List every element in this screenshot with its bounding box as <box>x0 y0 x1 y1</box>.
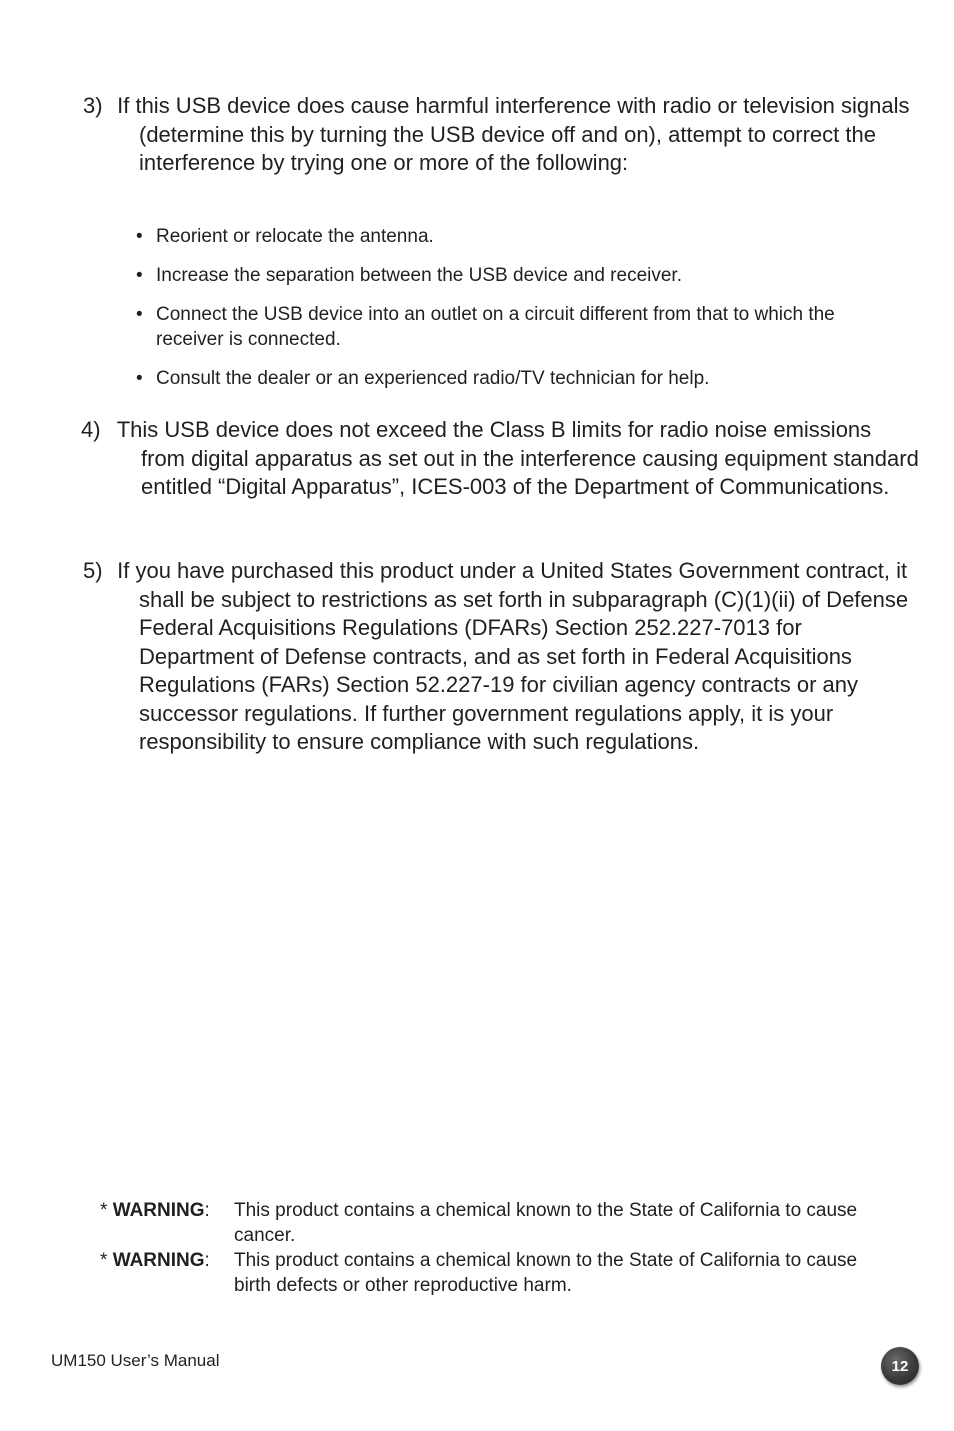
warning-colon: : <box>204 1250 210 1271</box>
warning-label: WARNING <box>112 1200 205 1221</box>
manual-title: UM150 User’s Manual <box>51 1351 220 1370</box>
bullet-icon: • <box>136 265 143 286</box>
interference-remedies-list <box>134 224 894 391</box>
warning-lead <box>100 1198 210 1223</box>
warning-birth-defects <box>100 1248 860 1298</box>
warning-text: This product contains a chemical known to the State of California to cause birth defects or other reproductive harm. <box>234 1250 858 1296</box>
bullet-icon: • <box>136 226 143 247</box>
prop65-warnings <box>100 1198 860 1298</box>
list-item <box>134 302 894 352</box>
warning-star: * <box>100 1200 108 1221</box>
bullet-icon: • <box>136 368 143 389</box>
warning-label: WARNING <box>112 1250 205 1271</box>
list-item <box>134 366 894 391</box>
item-3-paragraph: 3) If this USB device does cause harmful interference with radio or television signals (determine this by turning the USB device off and on), attempt to correct the interference by trying one or more of the following: <box>83 93 910 175</box>
item-4-paragraph: 4) This USB device does not exceed the Class B limits for radio noise emissions from digital apparatus as set out in the interference causing equipment standard entitled “Digital Apparatus”, ICES-003 of the Department of Communications. <box>81 417 919 499</box>
list-item <box>134 224 894 249</box>
item-5-paragraph: 5) If you have purchased this product under a United States Government contract, it shall be subject to restrictions as set forth in subparagraph (C)(1)(ii) of Defense Federal Acquisitions Regulations (DFARs) Section 252.227-7013 for Department of Defense contracts, and as set forth in Federal Acquisitions Regulations (FARs) Section 52.227-19 for civilian agency contracts or any successor regulations. If further government regulations apply, it is your responsibility to ensure compliance with such regulations. <box>83 558 909 754</box>
warning-star: * <box>100 1250 108 1271</box>
warning-colon: : <box>204 1200 210 1221</box>
item-4-text: This USB device does not exceed the Class B limits for radio noise emissions from digital apparatus as set out in the interference causing equipment standard entitled “Digital Apparatus”, ICES-003 of the Department of Communications. <box>116 417 919 499</box>
bullet-text: Consult the dealer or an experienced radio/TV technician for help. <box>156 368 710 389</box>
warning-text: This product contains a chemical known to the State of California to cause cancer. <box>234 1200 858 1246</box>
page-number-badge: 12 <box>881 1347 919 1385</box>
warning-lead <box>100 1248 210 1273</box>
bullet-text: Increase the separation between the USB device and receiver. <box>156 265 682 286</box>
bullet-text: Connect the USB device into an outlet on a circuit different from that to which the receiver is connected. <box>156 304 835 350</box>
bullet-icon: • <box>136 304 143 325</box>
item-5-text: If you have purchased this product under a United States Government contract, it shall be subject to restrictions as set forth in subparagraph (C)(1)(ii) of Defense Federal Acquisitions Regulations (DFARs) Section 252.227-7013 for Department of Defense contracts, and as set forth in Federal Acquisitions Regulations (FARs) Section 52.227-19 for civilian agency contracts or any successor regulations. If further government regulations apply, it is your responsibility to ensure compliance with such regulations. <box>117 558 909 754</box>
bullet-text: Reorient or relocate the antenna. <box>156 226 434 247</box>
warning-cancer <box>100 1198 860 1248</box>
list-item <box>134 263 894 288</box>
item-3-text: If this USB device does cause harmful interference with radio or television signals (determine this by turning the USB device off and on), attempt to correct the interference by trying one or more of the following: <box>117 93 910 175</box>
